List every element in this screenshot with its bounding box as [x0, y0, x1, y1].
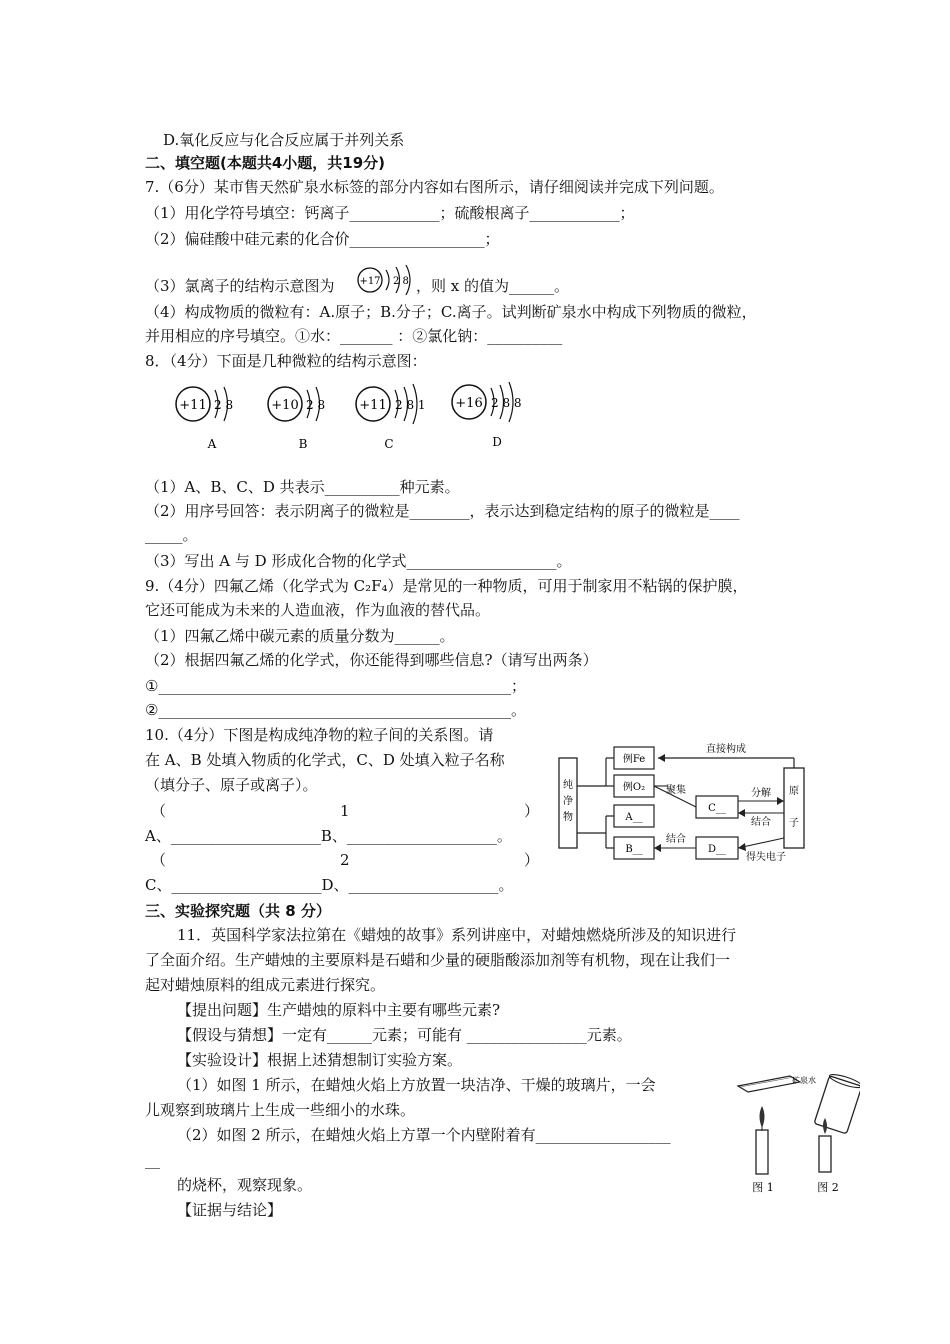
particle-b-label: B [298, 437, 308, 451]
example-fe: 例Fe [622, 754, 646, 765]
particle-b-shells: 2 8 [306, 398, 326, 412]
q9-part2: （2）根据四氟乙烯的化学式，你还能得到哪些信息?（请写出两条） [145, 651, 598, 669]
particle-a-nucleus: +11 [179, 398, 207, 413]
particle-c-nucleus: +11 [359, 398, 387, 413]
q11-step2-blank: __ [145, 1151, 160, 1169]
particle-d-label: D [492, 435, 502, 449]
box-d: D__ [707, 844, 727, 855]
q9-answer-2: ②_______________________________________________。 [145, 701, 526, 719]
particle-c-label: C [384, 437, 394, 451]
q11-step2-cont: 的烧杯，观察现象。 [177, 1176, 313, 1194]
label-direct: 直接构成 [706, 744, 746, 755]
q11-design: 【实验设计】根据上述猜想制订实验方案。 [177, 1051, 463, 1069]
q10-sub-number-1: 1 [340, 802, 350, 820]
particle-c-shells: 2 8 1 [395, 398, 426, 412]
particle-a-label: A [207, 437, 217, 451]
q8-part2: （2）用序号回答：表示阴离子的微粒是________，表示达到稳定结构的原子的微粒是____ [145, 502, 740, 520]
q9-part1: （1）四氟乙烯中碳元素的质量分数为______。 [145, 627, 455, 645]
q11-question: 【提出问题】生产蜡烛的原料中主要有哪些元素? [177, 1001, 501, 1019]
q11-step1-cont: 儿观察到玻璃片上生成一些细小的水珠。 [145, 1101, 416, 1119]
q9-answer-1: ①_______________________________________________； [145, 677, 526, 695]
q10-relation-diagram [556, 738, 812, 864]
q7-part3-b: ，则 x 的值为______。 [416, 277, 569, 295]
label-combine-2: 结合 [666, 834, 686, 845]
q9-stem-cont: 它还可能成为未来的人造血液，作为血液的替代品。 [145, 601, 491, 619]
particle-b [268, 387, 325, 451]
q10-paren-close-2: ） [524, 851, 540, 869]
box-b: B__ [625, 844, 643, 855]
q8-part2-cont: _____。 [145, 526, 198, 544]
q7-part4: （4）构成物质的微粒有：A.原子；B.分子；C.离子。试判断矿泉水中构成下列物质的微粒， [145, 303, 757, 321]
atom-char1: 原 [789, 786, 799, 797]
particle-d [452, 382, 522, 449]
particle-d-nucleus: +16 [455, 396, 483, 411]
q10-sub-number-2: 2 [340, 851, 350, 869]
q10-answers-ab: A、____________________B、____________________。 [145, 827, 512, 845]
label-electron: 得失电子 [746, 852, 786, 863]
atom-char2: 子 [789, 818, 799, 829]
q10-paren-open-1: （ [151, 802, 167, 820]
particle-c [356, 384, 426, 451]
fig2-beaker-candle [792, 1072, 860, 1194]
candle-experiment-figures [730, 1068, 860, 1198]
q11-step2: （2）如图 2 所示，在蜡烛火焰上方罩一个内壁附着有__________________ [177, 1126, 671, 1144]
q7-part4-cont: 并用相应的序号填空。①水：_______ ：②氯化钠：__________ [145, 327, 563, 345]
label-gather: 聚集 [666, 785, 686, 796]
q7-part1: （1）用化学符号填空：钙离子____________；硫酸根离子____________； [145, 204, 635, 222]
particle-a-shells: 2 8 [214, 398, 234, 412]
q10-stem-cont1: 在 A、B 处填入物质的化学式，C、D 处填入粒子名称 [145, 751, 505, 769]
q10-stem: 10.（4分）下图是构成纯净物的粒子间的关系图。请 [145, 726, 494, 744]
chloride-ion-diagram [352, 262, 414, 298]
fig1-label: 图 1 [752, 1181, 774, 1194]
q7-stem: 7.（6分）某市售天然矿泉水标签的部分内容如右图所示，请仔细阅读并完成下列问题。 [145, 178, 724, 196]
fig2-label: 图 2 [817, 1181, 839, 1194]
pure-substance-char3: 物 [563, 812, 573, 823]
q11-hypothesis: 【假设与猜想】一定有______元素；可能有 ________________元素。 [177, 1026, 632, 1044]
cl-nucleus: +17 [359, 276, 381, 287]
pure-substance-char2: 净 [563, 796, 573, 807]
q11-evidence: 【证据与结论】 [177, 1201, 283, 1219]
q8-part3: （3）写出 A 与 D 形成化合物的化学式____________________。 [145, 552, 572, 570]
section-2-heading: 二、填空题(本题共4小题，共19分) [145, 154, 386, 172]
cl-shells: 2 8 [393, 276, 409, 287]
q10-paren-open-2: （ [151, 851, 167, 869]
particle-b-nucleus: +10 [271, 398, 299, 413]
section-3-heading: 三、实验探究题（共 8 分） [145, 902, 331, 920]
q10-stem-cont2: （填分子、原子或离子）。 [145, 776, 318, 794]
q8-stem: 8．（4分）下面是几种微粒的结构示意图： [145, 352, 427, 370]
q11-stem-cont2: 起对蜡烛原料的组成元素进行探究。 [145, 976, 386, 994]
q10-paren-close-1: ） [524, 802, 540, 820]
q11-stem: 11．英国科学家法拉第在《蜡烛的故事》系列讲座中，对蜡烛燃烧所涉及的知识进行 [177, 926, 737, 944]
q10-answers-cd: C、____________________D、____________________。 [145, 876, 514, 894]
particle-a [176, 387, 233, 451]
box-a: A__ [625, 812, 643, 823]
fig1-glass-candle [738, 1076, 800, 1194]
q11-stem-cont1: 了全面介绍。生产蜡烛的主要原料是石蜡和少量的硬脂酸添加剂等有机物，现在让我们一 [145, 951, 731, 969]
option-d: D.氧化反应与化合反应属于并列关系 [163, 131, 405, 149]
q8-particle-diagrams [168, 372, 548, 454]
q8-part1: （1）A、B、C、D 共表示__________种元素。 [145, 478, 460, 496]
q9-stem: 9.（4分）四氟乙烯（化学式为 C₂F₄）是常见的一种物质，可用于制家用不粘锅的保护膜， [145, 577, 748, 595]
label-combine-1: 结合 [751, 817, 771, 828]
q7-part2: （2）偏硅酸中硅元素的化合价__________________； [145, 230, 500, 248]
example-o2: 例O₂ [622, 782, 646, 793]
box-c: C__ [708, 803, 726, 814]
q11-step1: （1）如图 1 所示，在蜡烛火焰上方放置一块洁净、干燥的玻璃片，一会 [177, 1076, 656, 1094]
q7-part3-a: （3）氯离子的结构示意图为 [145, 277, 335, 295]
bottle-label: 矿泉水 [792, 1076, 816, 1085]
label-decompose: 分解 [751, 788, 771, 799]
particle-d-shells: 2 8 8 [491, 396, 522, 410]
pure-substance-char1: 纯 [563, 780, 573, 791]
